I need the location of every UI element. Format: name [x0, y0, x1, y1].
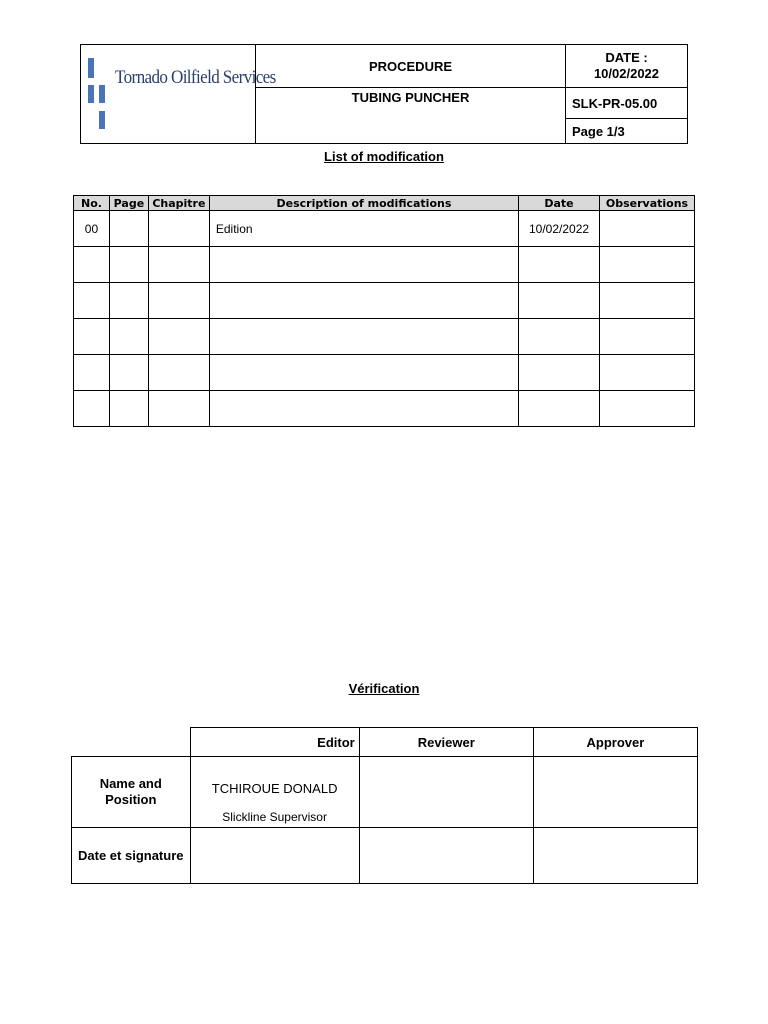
cell-page	[109, 355, 148, 391]
cell-date	[519, 355, 600, 391]
cell-observations	[600, 319, 695, 355]
column-header-no: No.	[74, 196, 110, 211]
row-label-date-signature: Date et signature	[72, 828, 191, 884]
table-header-row	[74, 196, 695, 211]
cell-no	[74, 247, 110, 283]
cell-chapitre	[148, 247, 209, 283]
column-header-page: Page	[109, 196, 148, 211]
table-row	[74, 355, 695, 391]
cell-description	[209, 283, 518, 319]
cell-no	[74, 355, 110, 391]
cell-page	[109, 247, 148, 283]
table-row	[74, 211, 695, 247]
cell-date: 10/02/2022	[519, 211, 600, 247]
cell-description: Edition	[209, 211, 518, 247]
cell-page	[109, 319, 148, 355]
column-header-date: Date	[519, 196, 600, 211]
logo-mark	[99, 85, 105, 103]
cell-chapitre	[148, 391, 209, 427]
cell-observations	[600, 355, 695, 391]
table-row	[74, 391, 695, 427]
table-row	[74, 247, 695, 283]
column-header-description: Description of modifications	[209, 196, 518, 211]
reviewer-name-cell	[359, 757, 533, 828]
empty-corner-cell	[72, 728, 191, 757]
cell-chapitre	[148, 355, 209, 391]
logo-mark	[88, 58, 94, 78]
modifications-table	[73, 195, 695, 427]
modifications-title: List of modification	[324, 149, 444, 164]
date-label: DATE :	[605, 50, 648, 65]
reviewer-signature-cell	[359, 828, 533, 884]
document-reference: SLK-PR-05.00	[566, 88, 688, 119]
column-header-observations: Observations	[600, 196, 695, 211]
verification-title: Vérification	[348, 681, 420, 696]
date-cell	[566, 45, 688, 88]
cell-date	[519, 319, 600, 355]
date-value: 10/02/2022	[593, 66, 660, 81]
cell-date	[519, 283, 600, 319]
cell-observations	[600, 391, 695, 427]
logo-mark	[88, 85, 94, 103]
verification-table	[71, 727, 698, 884]
approver-name-cell	[533, 757, 697, 828]
page-number: Page 1/3	[566, 119, 688, 144]
cell-no	[74, 319, 110, 355]
cell-no	[74, 283, 110, 319]
verification-header-row	[72, 728, 698, 757]
document-title: TUBING PUNCHER	[256, 88, 566, 144]
cell-page	[109, 391, 148, 427]
cell-description	[209, 355, 518, 391]
row-label-name-position: Name and Position	[72, 757, 191, 828]
editor-position: Slickline Supervisor	[222, 810, 327, 824]
approver-signature-cell	[533, 828, 697, 884]
cell-description	[209, 391, 518, 427]
table-row	[74, 319, 695, 355]
table-row	[74, 283, 695, 319]
editor-name-cell	[190, 757, 359, 828]
editor-name: TCHIROUE DONALD	[211, 781, 338, 796]
cell-observations	[600, 247, 695, 283]
cell-description	[209, 247, 518, 283]
column-header-reviewer: Reviewer	[359, 728, 533, 757]
cell-chapitre	[148, 319, 209, 355]
editor-signature-cell	[190, 828, 359, 884]
cell-chapitre	[148, 283, 209, 319]
company-name: Tornado Oilfield Services	[115, 67, 276, 88]
cell-description	[209, 319, 518, 355]
cell-observations	[600, 283, 695, 319]
column-header-editor: Editor	[190, 728, 359, 757]
cell-date	[519, 247, 600, 283]
company-logo	[81, 45, 276, 143]
logo-cell	[81, 45, 276, 144]
document-header	[80, 44, 688, 144]
cell-observations	[600, 211, 695, 247]
cell-page	[109, 211, 148, 247]
logo-mark	[99, 111, 105, 129]
date-signature-row	[72, 828, 698, 884]
cell-page	[109, 283, 148, 319]
document-type: PROCEDURE	[256, 45, 566, 88]
cell-date	[519, 391, 600, 427]
column-header-chapitre: Chapitre	[148, 196, 209, 211]
column-header-approver: Approver	[533, 728, 697, 757]
name-position-row	[72, 757, 698, 828]
cell-no: 00	[74, 211, 110, 247]
cell-chapitre	[148, 211, 209, 247]
cell-no	[74, 391, 110, 427]
